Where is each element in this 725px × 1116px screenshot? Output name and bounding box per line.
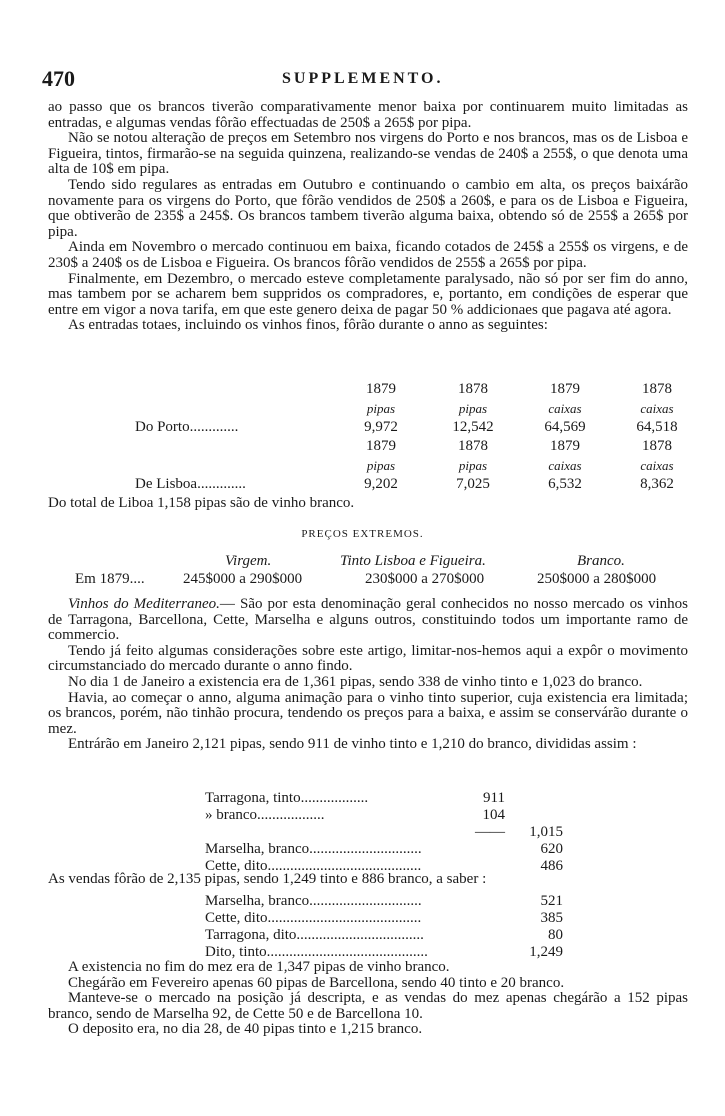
unit-header: caixas bbox=[640, 400, 674, 416]
year-header: 1878 bbox=[642, 381, 672, 397]
unit-header: pipas bbox=[366, 400, 396, 416]
table-cell: 8,362 bbox=[640, 476, 674, 492]
page-title: SUPPLEMENTO. bbox=[282, 70, 444, 87]
paragraph: Chegárão em Fevereiro apenas 60 pipas de Barcellona, sendo 40 tinto e 20 branco. bbox=[68, 974, 565, 991]
list-item-name: Cette, dito......................................... bbox=[205, 910, 422, 926]
list-item-name: Tarragona, dito.................................. bbox=[205, 927, 424, 943]
price-value: 230$000 a 270$000 bbox=[365, 571, 485, 587]
list-item-total: 1,249 bbox=[529, 944, 563, 960]
price-row-label: Em 1879.... bbox=[75, 571, 145, 587]
table-cell: 64,518 bbox=[636, 419, 678, 435]
unit-header: pipas bbox=[458, 457, 488, 473]
price-value: 250$000 a 280$000 bbox=[537, 571, 657, 587]
list-item-total: 385 bbox=[540, 910, 563, 926]
table-row bbox=[135, 380, 703, 399]
list-item-total: 521 bbox=[540, 893, 563, 909]
list-item-name: Dito, tinto........................................... bbox=[205, 944, 428, 960]
list-item bbox=[205, 893, 563, 910]
table-cell: 7,025 bbox=[456, 476, 490, 492]
list-item-total: 486 bbox=[540, 858, 563, 874]
list-item-name: Marselha, branco.............................. bbox=[205, 893, 422, 909]
table-row bbox=[135, 456, 703, 475]
paragraph: Finalmente, em Dezembro, o mercado esteve completamente paralysado, não só por ser fim do anno, mas tambem por se acharem bem suppridos os compradores, e, portanto, em condições de esperar que entre em vigor a nova tarifa, em que este genero deixa de pagar 50 % addicionaes que pagava até agora. bbox=[48, 270, 688, 318]
table-cell: 9,202 bbox=[364, 476, 398, 492]
year-header: 1879 bbox=[550, 438, 580, 454]
paragraph: No dia 1 de Janeiro a existencia era de 1,361 pipas, sendo 338 de vinho tinto e 1,023 do branco. bbox=[68, 673, 643, 690]
paragraph: Ainda em Novembro o mercado continuou em baixa, ficando cotados de 245$ a 255$ os virgens, e de 230$ a 240$ os de Lisboa e Figueira. Os brancos fôrão vendidos de 255$ a 265$ por pipa. bbox=[48, 239, 688, 271]
list-item-total: 1,015 bbox=[529, 824, 563, 840]
list-item bbox=[205, 807, 563, 824]
list-item-value bbox=[465, 841, 505, 858]
list-item bbox=[205, 824, 563, 841]
year-header: 1878 bbox=[642, 438, 672, 454]
table-row bbox=[135, 437, 703, 456]
mediterranean-text bbox=[48, 597, 688, 753]
list-item-total bbox=[505, 807, 563, 824]
paragraph: Tendo sido regulares as entradas em Outubro e continuando o cambio em alta, os preços baixárão novamente para os virgens do Porto, que fôrão vendidos de 250$ a 260$, e para os de Lisboa e Figueira, que obtiverão de 235$ a 245$. Os brancos tambem tiverão alguma baixa, obtendo só de 255$ a 265$ por pipa. bbox=[48, 176, 688, 240]
unit-header: pipas bbox=[458, 400, 488, 416]
intro-text bbox=[48, 100, 688, 334]
year-header: 1879 bbox=[366, 438, 396, 454]
list-item-name bbox=[205, 824, 465, 841]
extreme-prices-block bbox=[75, 553, 695, 593]
list-item-total: 80 bbox=[548, 927, 563, 943]
list-item-name: » branco.................. bbox=[205, 807, 325, 823]
page-number: 470 bbox=[42, 66, 75, 91]
paragraph: Havia, ao começar o anno, alguma animação para o vinho tinto superior, cuja existencia era limitada; os brancos, porém, não tinhão procura, tendendo os preços para a baixa, e assim se conservárão durante o mez. bbox=[48, 689, 688, 737]
price-header: Virgem. bbox=[225, 553, 272, 569]
closing-text bbox=[48, 960, 688, 1038]
list-item bbox=[205, 790, 563, 807]
list-item-name: Marselha, branco.............................. bbox=[205, 841, 422, 857]
table-cell: 6,532 bbox=[548, 476, 582, 492]
sales-list bbox=[205, 893, 563, 961]
list-item bbox=[205, 927, 563, 944]
list-item-value: 104 bbox=[482, 807, 505, 823]
arrivals-list bbox=[205, 790, 563, 875]
unit-header: pipas bbox=[366, 457, 396, 473]
unit-header: caixas bbox=[548, 400, 582, 416]
unit-header: caixas bbox=[548, 457, 582, 473]
paragraph: O deposito era, no dia 28, de 40 pipas tinto e 1,215 branco. bbox=[68, 1021, 423, 1038]
paragraph bbox=[48, 597, 688, 644]
paragraph: A existencia no fim do mez era de 1,347 pipas de vinho branco. bbox=[68, 959, 450, 975]
list-item-total: 620 bbox=[540, 841, 563, 857]
year-header: 1878 bbox=[458, 381, 488, 397]
list-item-name: Cette, dito......................................... bbox=[205, 858, 422, 874]
paragraph: Entrárão em Janeiro 2,121 pipas, sendo 911 de vinho tinto e 1,210 do branco, divididas assim : bbox=[68, 736, 637, 753]
row-label: Do Porto............. bbox=[135, 419, 239, 435]
list-item bbox=[205, 910, 563, 927]
paragraph: ao passo que os brancos tiverão comparativamente menor baixa por continuarem muito limitadas as entradas, e algumas vendas fôrão effectuadas de 250$ a 265$ por pipa. bbox=[48, 99, 688, 131]
paragraph: As entradas totaes, incluindo os vinhos finos, fôrão durante o anno as seguintes: bbox=[68, 317, 548, 334]
table-row bbox=[135, 475, 703, 494]
section-lead: Vinhos do Mediterraneo. bbox=[68, 596, 220, 612]
table-row bbox=[135, 399, 703, 418]
row-label: De Lisboa............. bbox=[135, 476, 246, 492]
paragraph: Manteve-se o mercado na posição já descripta, e as vendas do mez apenas chegárão a 152 pipas branco, sendo de Marselha 92, de Cette 50 e de Barcellona 10. bbox=[48, 990, 688, 1022]
paragraph: Tendo já feito algumas considerações sobre este artigo, limitar-nos-hemos aqui a expôr o movimento circumstanciado do mercado durante o anno findo. bbox=[48, 642, 688, 675]
extreme-prices-title: PREÇOS EXTREMOS. bbox=[301, 528, 424, 540]
entries-table bbox=[135, 380, 703, 494]
price-header: Tinto Lisboa e Figueira. bbox=[340, 553, 486, 569]
price-value: 245$000 a 290$000 bbox=[183, 571, 303, 587]
section-lead-rest: — São por esta denominação geral conhecidos no nosso mercado os vinhos de Tarragona, Barcellona, Cette, Marselha e alguns outros, constituindo todos um importante ramo de commercio. bbox=[48, 596, 688, 644]
year-header: 1879 bbox=[550, 381, 580, 397]
table-cell: 9,972 bbox=[364, 419, 398, 435]
list-item-total bbox=[505, 790, 563, 807]
sales-intro: As vendas fôrão de 2,135 pipas, sendo 1,249 tinto e 886 branco, a saber : bbox=[48, 871, 487, 887]
table-cell: 64,569 bbox=[544, 419, 586, 435]
table-row bbox=[135, 418, 703, 437]
list-item-value: 911 bbox=[483, 790, 505, 806]
list-item-name: Tarragona, tinto.................. bbox=[205, 790, 369, 806]
list-item bbox=[205, 841, 563, 858]
price-header: Branco. bbox=[577, 553, 625, 569]
year-header: 1878 bbox=[458, 438, 488, 454]
list-item-value: —— bbox=[475, 824, 505, 840]
total-note: Do total de Liboa 1,158 pipas são de vinho branco. bbox=[48, 495, 355, 511]
table-cell: 12,542 bbox=[452, 419, 494, 435]
unit-header: caixas bbox=[640, 457, 674, 473]
paragraph: Não se notou alteração de preços em Setembro nos virgens do Porto e nos brancos, mas os de Lisboa e Figueira, tintos, firmarão-se na seguida quinzena, realizando-se vendas de 240$ a 255$, o que denota uma alta de 10$ em pipa. bbox=[48, 130, 688, 178]
year-header: 1879 bbox=[366, 381, 396, 397]
